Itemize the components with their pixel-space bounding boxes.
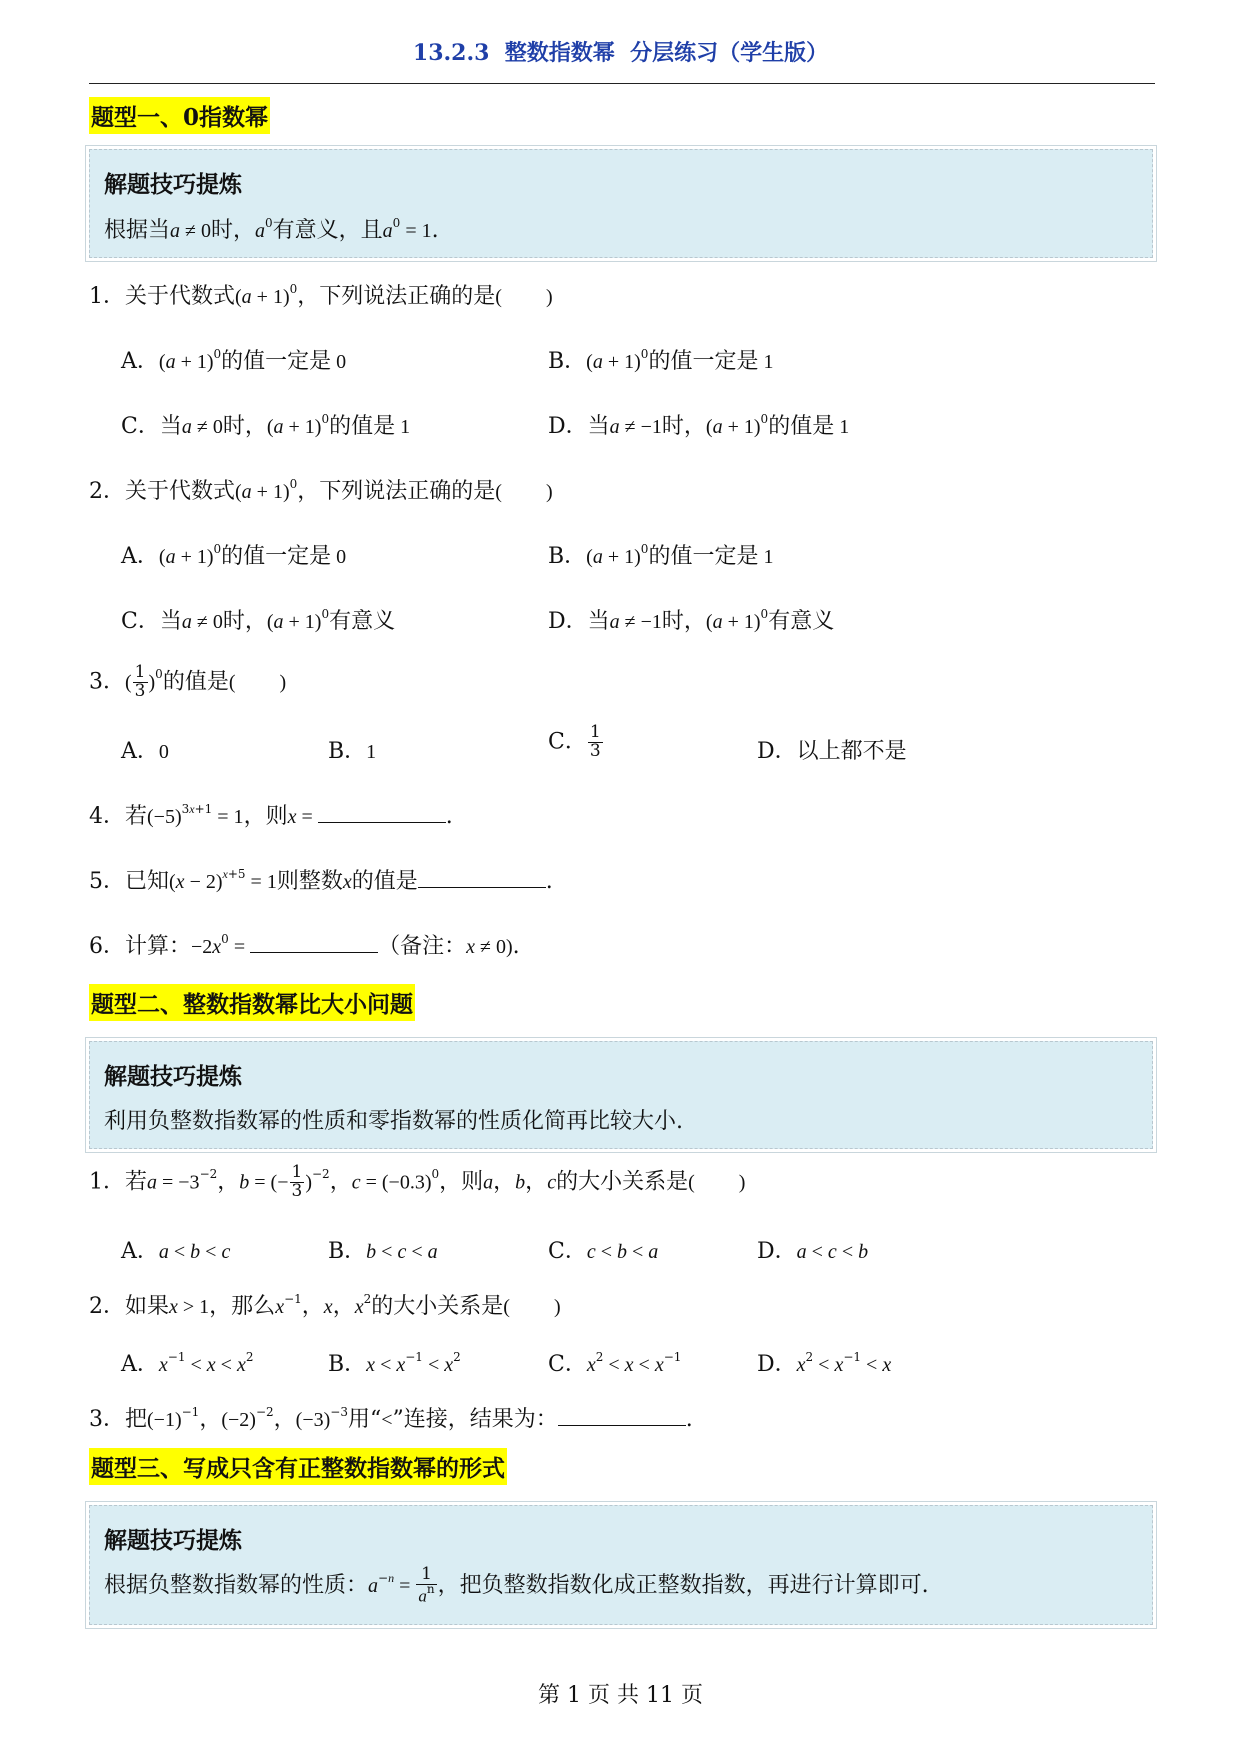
tip-body-1: 根据当a ≠ 0时，$a^0$有意义，且$a^0 = 1$. [104,215,439,243]
question-2-1-stem: 1．若$a = -3^{-2}$，b = (− $\frac{1}{3}$ )$^{-2}$，$c = (-0.3)^0$，则a，b，c的大小关系是( ) [89,1162,746,1201]
option-2-2-c[interactable]: C．$x^2 < x < x^{-1}$ [548,1349,682,1377]
tip-box-1 [89,149,1153,258]
answer-blank[interactable] [558,1405,686,1426]
option-1-2-c[interactable]: C．当a ≠ 0时，$(a + 1)^0$有意义 [121,606,396,634]
tip-heading-3: 解题技巧提炼 [104,1527,242,1554]
option-1-3-d[interactable]: D．以上都不是 [757,739,907,764]
header-divider [89,83,1155,84]
question-2-3-stem: 3．把$(-1)^{-1}$，$(-2)^{-2}$，$(-3)^{-3}$用“<”连接，结果为： . [89,1404,693,1432]
option-1-3-b[interactable]: B．1 [328,739,377,764]
option-1-2-d[interactable]: D．当a ≠ −1时，$(a + 1)^0$有意义 [548,606,835,634]
tip-body-3: 根据负整数指数幂的性质：$a^{-n}$ = $\frac{1}{a^n}$ ，把负整数指数化成正整数指数，再进行计算即可. [104,1564,929,1606]
option-1-1-a[interactable]: A．$(a + 1)^0$的值一定是 0 [121,346,347,374]
tip-body-2: 利用负整数指数幂的性质和零指数幂的性质化简再比较大小. [104,1109,683,1134]
option-1-2-b[interactable]: B．$(a + 1)^0$的值一定是 1 [548,541,774,569]
tip-heading-1: 解题技巧提炼 [104,171,242,198]
page-title: 13.2.3 整数指数幂 分层练习（学生版） [412,40,829,66]
section-title-1: 题型一、0指数幂 [89,97,270,134]
question-1-3-stem: 3．( $\frac{1}{3}$ )$^0$的值是( ) [89,662,287,701]
question-1-1-stem: 1．关于代数式$(a + 1)^0$，下列说法正确的是( ) [89,281,553,309]
tip-heading-2: 解题技巧提炼 [104,1063,242,1090]
option-2-1-b[interactable]: B．b < c < a [328,1239,438,1264]
question-1-4-stem: 4．若$(-5)^{3x+1} = 1$，则x = . [89,801,453,829]
option-2-1-d[interactable]: D．a < c < b [757,1239,869,1264]
answer-blank[interactable] [250,932,378,953]
page-footer: 第 1 页 共 11 页 [538,1683,703,1708]
option-1-2-a[interactable]: A．$(a + 1)^0$的值一定是 0 [121,541,347,569]
question-1-6-stem: 6．计算：$-2x^0$ = （备注：x ≠ 0). [89,931,520,959]
answer-blank[interactable] [418,867,546,888]
option-1-1-b[interactable]: B．$(a + 1)^0$的值一定是 1 [548,346,774,374]
option-1-3-c[interactable]: C． $\frac{1}{3}$ [548,722,601,761]
question-1-5-stem: 5．已知$(x - 2)^{x+5} = 1$则整数x的值是 . [89,866,553,894]
tip-box-2 [89,1041,1153,1149]
option-1-3-a[interactable]: A．0 [121,739,169,764]
section-title-2: 题型二、整数指数幂比大小问题 [89,984,415,1021]
option-2-1-c[interactable]: C．c < b < a [548,1239,659,1264]
question-1-2-stem: 2．关于代数式$(a + 1)^0$，下列说法正确的是( ) [89,476,553,504]
option-1-1-c[interactable]: C．当a ≠ 0时，$(a + 1)^0$的值是 1 [121,411,411,439]
answer-blank[interactable] [318,802,446,823]
question-2-2-stem: 2．如果x > 1，那么$x^{-1}$，x，$x^2$的大小关系是( ) [89,1291,561,1319]
option-2-1-a[interactable]: A．a < b < c [121,1239,231,1264]
section-title-3: 题型三、写成只含有正整数指数幂的形式 [89,1448,507,1485]
tip-box-3 [89,1505,1153,1625]
option-1-1-d[interactable]: D．当a ≠ −1时，$(a + 1)^0$的值是 1 [548,411,850,439]
option-2-2-b[interactable]: B．$x < x^{-1} < x^2$ [328,1349,461,1377]
option-2-2-a[interactable]: A．$x^{-1} < x < x^2$ [121,1349,254,1377]
option-2-2-d[interactable]: D．$x^2 < x^{-1} < x$ [757,1349,892,1377]
